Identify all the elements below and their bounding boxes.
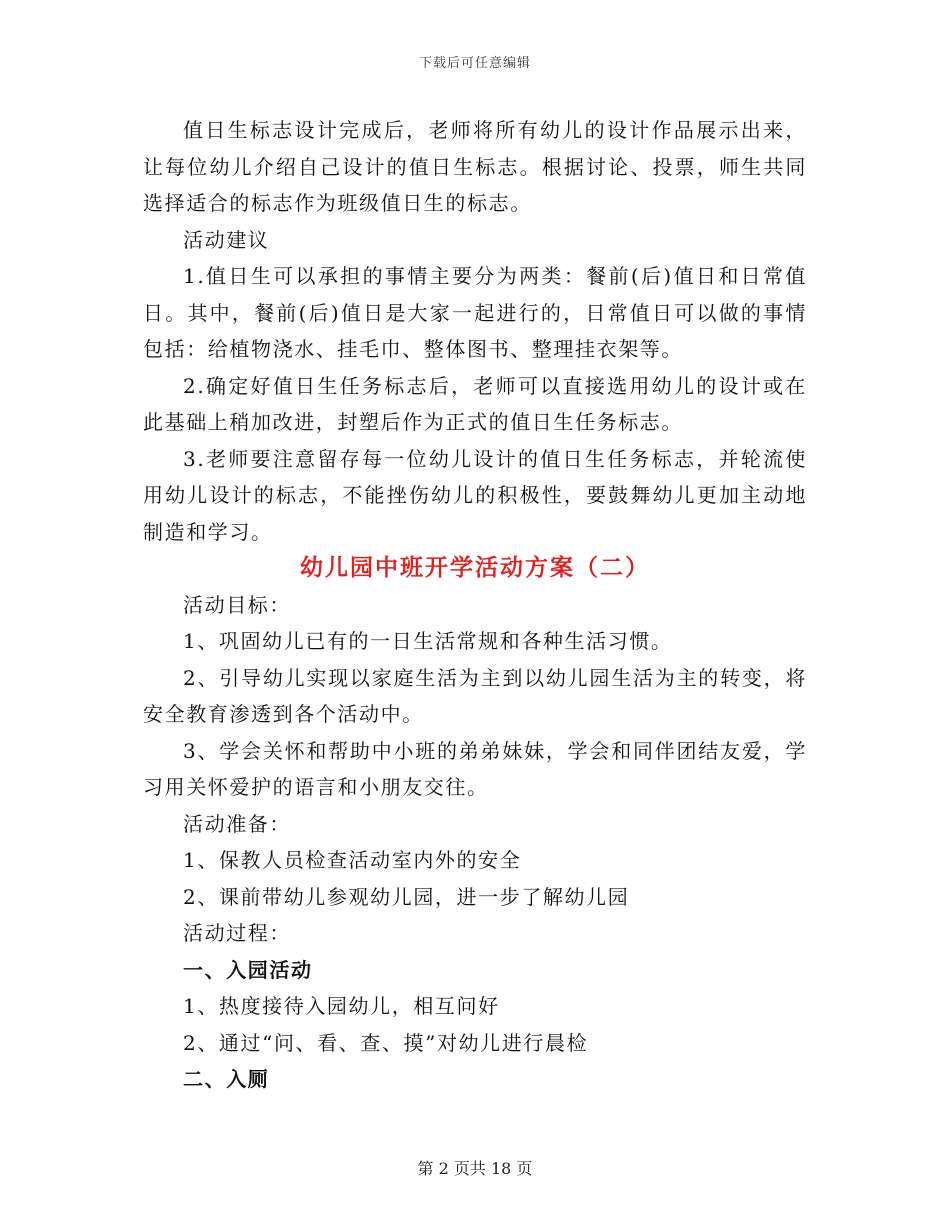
list-item: 3.老师要注意留存每一位幼儿设计的值日生任务标志，并轮流使用幼儿设计的标志，不能挫伤幼儿的积极性，要鼓舞幼儿更加主动地制造和学习。	[143, 446, 807, 544]
list-item: 2、引导幼儿实现以家庭生活为主到以幼儿园生活为主的转变，将安全教育渗透到各个活动中。	[143, 665, 807, 726]
paragraph-heading: 活动准备：	[183, 811, 291, 836]
list-item: 1、热度接待入园幼儿，相互问好	[183, 994, 500, 1018]
list-item: 2、通过“问、看、查、摸”对幼儿进行晨检	[183, 1030, 589, 1055]
list-item: 1、巩固幼儿已有的一日生活常规和各种生活习惯。	[183, 629, 673, 653]
list-item: 2.确定好值日生任务标志后，老师可以直接选用幼儿的设计或在此基础上稍加改进，封塑后作为正式的值日生任务标志。	[143, 373, 807, 434]
subheading: 二、入厕	[183, 1067, 270, 1091]
paragraph-heading: 活动建议	[183, 227, 270, 252]
subheading: 一、入园活动	[183, 957, 313, 982]
document-body	[143, 112, 807, 1098]
paragraph-heading: 活动过程：	[183, 921, 291, 945]
page-header: 下载后可任意编辑	[418, 56, 531, 71]
paragraph: 值日生标志设计完成后，老师将所有幼儿的设计作品展示出来，让每位幼儿介绍自己设计的值日生标志。根据讨论、投票，师生共同选择适合的标志作为班级值日生的标志。	[143, 118, 807, 215]
section-title: 幼儿园中班开学活动方案（二）	[300, 554, 650, 581]
list-item: 3、学会关怀和帮助中小班的弟弟妹妹，学会和同伴团结友爱，学习用关怀爱护的语言和小朋友交往。	[143, 738, 807, 799]
list-item: 1.值日生可以承担的事情主要分为两类：餐前(后)值日和日常值日。其中，餐前(后)值日是大家一起进行的，日常值日可以做的事情包括：给植物浇水、挂毛巾、整体图书、整理挂衣架等。	[143, 264, 807, 361]
list-item: 1、保教人员检查活动室内外的安全	[183, 848, 522, 872]
list-item: 2、课前带幼儿参观幼儿园，进一步了解幼儿园	[183, 884, 630, 909]
page-footer: 第 2 页共 18 页	[417, 1159, 533, 1178]
paragraph-heading: 活动目标：	[183, 592, 291, 617]
